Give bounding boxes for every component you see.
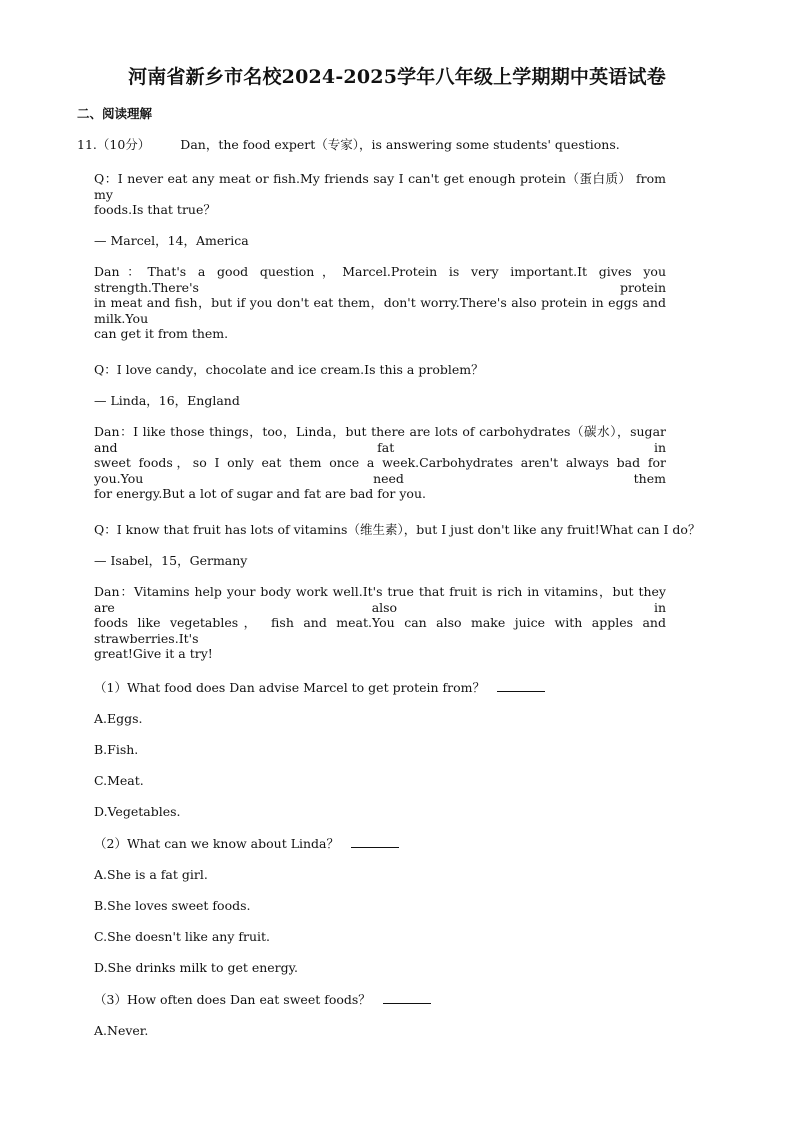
answer-text: Dan：Vitamins help your body work well.It's true that fruit is rich in vitamins，but they are also in — [94, 584, 666, 615]
answer-text: sweet foods，so I only eat them once a week.Carbohydrates aren't always bad for you.You need them — [94, 455, 666, 486]
sub-question-stem — [94, 680, 545, 696]
sub-question-stem — [94, 992, 431, 1008]
answer-option[interactable]: D.She drinks milk to get energy. — [94, 960, 299, 975]
answer-option[interactable]: B.She loves sweet foods. — [94, 898, 251, 913]
asker-signature: — Marcel，14，America — [94, 233, 249, 248]
answer-option[interactable]: C.Meat. — [94, 773, 144, 788]
sub-question-text: （1）What food does Dan advise Marcel to get protein from？ — [94, 680, 486, 695]
answer-text: Dan：That's a good question，Marcel.Protein is very important.It gives you strength.There's protein — [94, 264, 666, 295]
sub-question-text: （2）What can we know about Linda？ — [94, 836, 340, 851]
answer-blank[interactable] — [497, 680, 545, 692]
answer-text: foods like vegetables， fish and meat.You can also make juice with apples and strawberries.It's — [94, 615, 666, 646]
question-text: Q：I know that fruit has lots of vitamins（维生素），but I just don't like any fruit!What can I do？ — [94, 522, 701, 537]
asker-signature: — Isabel，15，Germany — [94, 553, 248, 568]
question-text: Q：I love candy，chocolate and ice cream.Is this a problem？ — [94, 362, 484, 377]
answer-option[interactable]: A.Eggs. — [94, 711, 143, 726]
sub-question-text: （3）How often does Dan eat sweet foods？ — [94, 992, 371, 1007]
answer-text: Dan：I like those things，too，Linda，but there are lots of carbohydrates（碳水），sugar and fat in — [94, 424, 666, 455]
question-text: Q：I never eat any meat or fish.My friends say I can't get enough protein（蛋白质） from my — [94, 171, 666, 202]
answer-option[interactable]: D.Vegetables. — [94, 804, 181, 819]
question-number: 11.（10分） — [77, 137, 151, 152]
answer-text: for energy.But a lot of sugar and fat are bad for you. — [94, 486, 426, 501]
answer-text: great!Give it a try! — [94, 646, 213, 661]
sub-question-stem — [94, 836, 399, 852]
answer-option[interactable]: C.She doesn't like any fruit. — [94, 929, 271, 944]
answer-option[interactable]: B.Fish. — [94, 742, 139, 757]
answer-text: can get it from them. — [94, 326, 229, 341]
asker-signature: — Linda，16，England — [94, 393, 240, 408]
question-text: foods.Is that true？ — [94, 202, 216, 217]
question-header — [77, 137, 620, 153]
answer-option[interactable]: A.She is a fat girl. — [94, 867, 208, 882]
page-title: 河南省新乡市名校2024-2025学年八年级上学期期中英语试卷 — [128, 66, 666, 88]
answer-blank[interactable] — [383, 992, 431, 1004]
question-intro: Dan，the food expert（专家），is answering some students' questions. — [180, 137, 620, 152]
answer-option[interactable]: A.Never. — [94, 1023, 149, 1038]
answer-text: in meat and fish，but if you don't eat them，don't worry.There's also protein in eggs and milk.You — [94, 295, 666, 326]
answer-blank[interactable] — [351, 836, 399, 848]
section-heading: 二、阅读理解 — [77, 106, 153, 121]
